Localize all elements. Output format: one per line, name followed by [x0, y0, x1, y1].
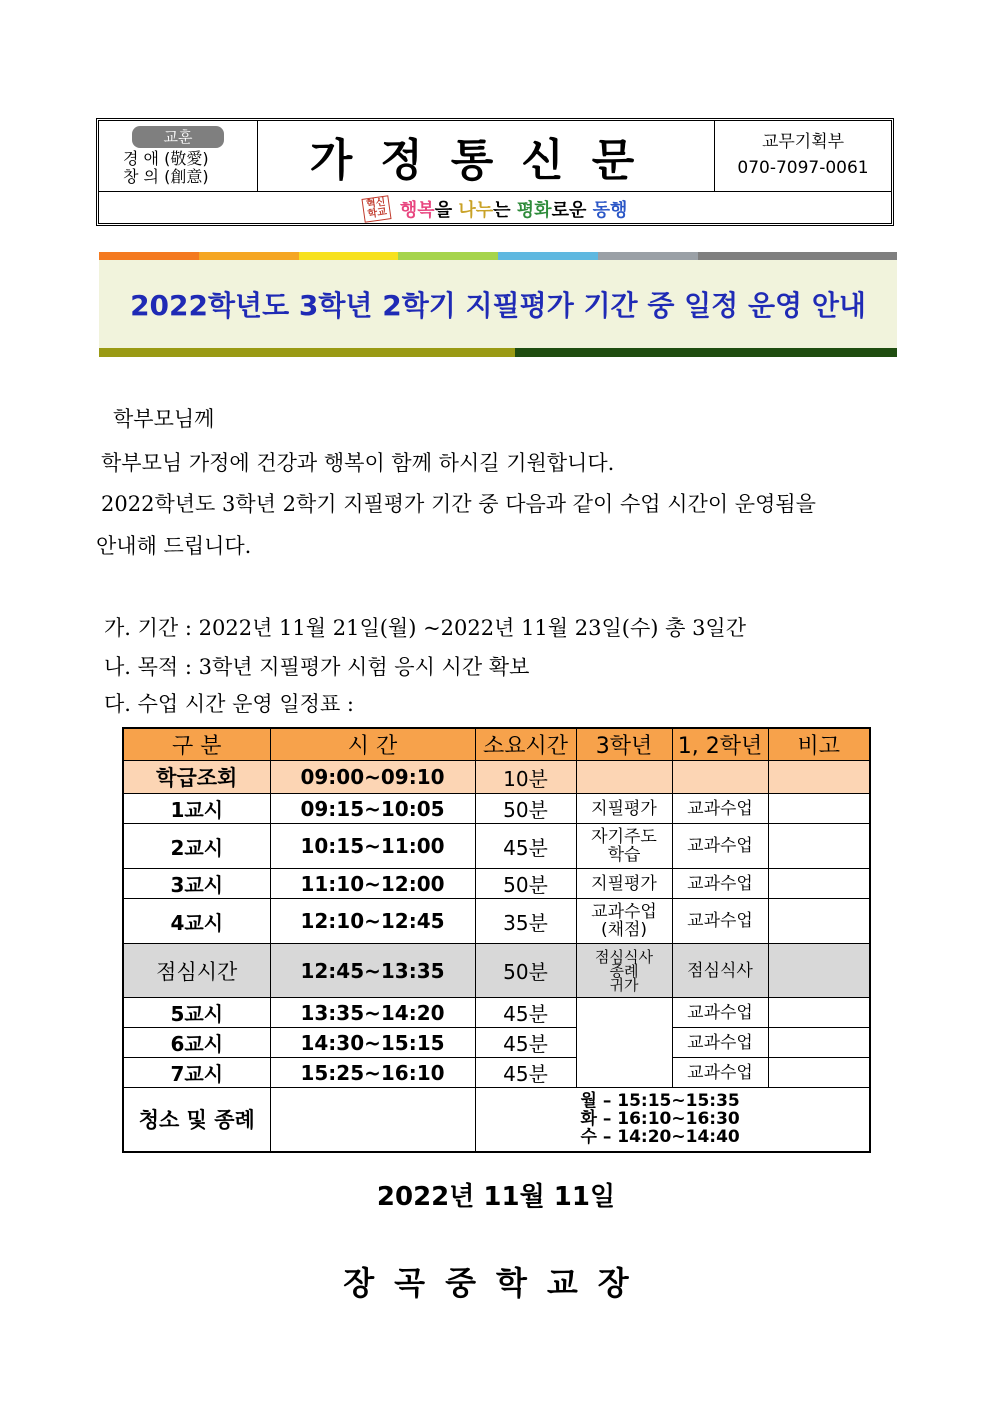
body-line-2: 2022학년도 3학년 2학기 지필평가 기간 중 다음과 같이 수업 시간이 운영됨을: [101, 492, 816, 516]
stripe-segment: [299, 252, 399, 260]
header-note: 비고: [768, 728, 870, 761]
table-row: 3교시 11:10~12:00 50분 지필평가 교과수업: [123, 869, 870, 899]
table-header-row: [123, 728, 870, 761]
banner-bottom-stripe: [99, 348, 897, 357]
slogan-text: [400, 196, 627, 222]
cleanup-times: 월 – 15:15~15:35 화 – 16:10~16:30 수 – 14:20~14:40: [475, 1088, 870, 1152]
stripe-segment: [698, 252, 798, 260]
table-row: 2교시 10:15~11:00 45분 자기주도 학습 교과수업: [123, 824, 870, 869]
table-row: 1교시 09:15~10:05 50분 지필평가 교과수업: [123, 794, 870, 824]
notice-title: 2022학년도 3학년 2학기 지필평가 기간 중 일정 운영 안내: [130, 289, 866, 322]
greeting: 학부모님께: [113, 407, 215, 431]
table-row: 5교시 13:35~14:20 45분 교과수업: [123, 998, 870, 1028]
slogan-segment: 로운: [551, 200, 593, 221]
motto-line-1: 경 애 (敬愛): [123, 149, 209, 168]
school-motto: [99, 121, 258, 191]
stripe-segment: [199, 252, 299, 260]
letterhead-top-row: [99, 121, 891, 192]
department-name: 교무기획부: [761, 132, 845, 152]
department-contact: [715, 121, 891, 191]
header-grade3: 3학년: [576, 728, 672, 761]
body-line-3: 안내해 드립니다.: [96, 534, 252, 558]
schedule-table: [122, 727, 871, 1153]
letterhead: [96, 118, 894, 226]
item-schedule-label: 다. 수업 시간 운영 일정표 :: [104, 692, 354, 716]
innovation-school-stamp: 혁신 학교: [361, 195, 391, 223]
stripe-segment: [398, 252, 498, 260]
stripe-segment: [498, 252, 598, 260]
table-row-cleanup: 청소 및 종례 월 – 15:15~15:35 화 – 16:10~16:30 수 – 14:20~14:40: [123, 1088, 870, 1152]
principal-signature: 장곡중학교장: [343, 1264, 649, 1302]
header-period: 구 분: [123, 728, 270, 761]
slogan-segment: 평화: [516, 200, 552, 221]
slogan-segment: 행복: [399, 200, 435, 221]
table-row: 6교시 14:30~15:15 45분 교과수업: [123, 1028, 870, 1058]
table-row: 학급조회 09:00~09:10 10분: [123, 761, 870, 794]
item-purpose: 나. 목적 : 3학년 지필평가 시험 응시 시간 확보: [104, 655, 530, 679]
header-duration: 소요시간: [475, 728, 576, 761]
notice-banner: [99, 260, 897, 348]
header-grade12: 1, 2학년: [672, 728, 768, 761]
slogan-segment: 나누: [458, 200, 494, 221]
motto-badge: 교훈: [132, 126, 224, 148]
slogan-segment: 을: [434, 200, 459, 221]
table-row: 7교시 15:25~16:10 45분 교과수업: [123, 1058, 870, 1088]
department-phone: 070-7097-0061: [737, 158, 869, 178]
stripe-segment: [99, 252, 199, 260]
slogan-segment: 는: [493, 200, 517, 221]
banner-color-stripe: [99, 252, 897, 260]
header-time: 시 간: [270, 728, 475, 761]
slogan-segment: 동행: [592, 200, 628, 221]
table-row: 4교시 12:10~12:45 35분 교과수업 (채점) 교과수업: [123, 899, 870, 944]
item-period: 가. 기간 : 2022년 11월 21일(월) ~2022년 11월 23일(수) 총 3일간: [104, 616, 747, 640]
school-slogan: [99, 192, 891, 226]
stripe-segment: [797, 252, 897, 260]
motto-line-2: 창 의 (創意): [123, 167, 209, 186]
document-title: 가정통신문: [258, 121, 715, 191]
table-row: 점심시간 12:45~13:35 50분 점심식사 종례 귀가 점심식사: [123, 944, 870, 998]
issue-date: 2022년 11월 11일: [376, 1182, 616, 1212]
stripe-segment: [598, 252, 698, 260]
body-line-1: 학부모님 가정에 건강과 행복이 함께 하시길 기원합니다.: [101, 451, 615, 475]
